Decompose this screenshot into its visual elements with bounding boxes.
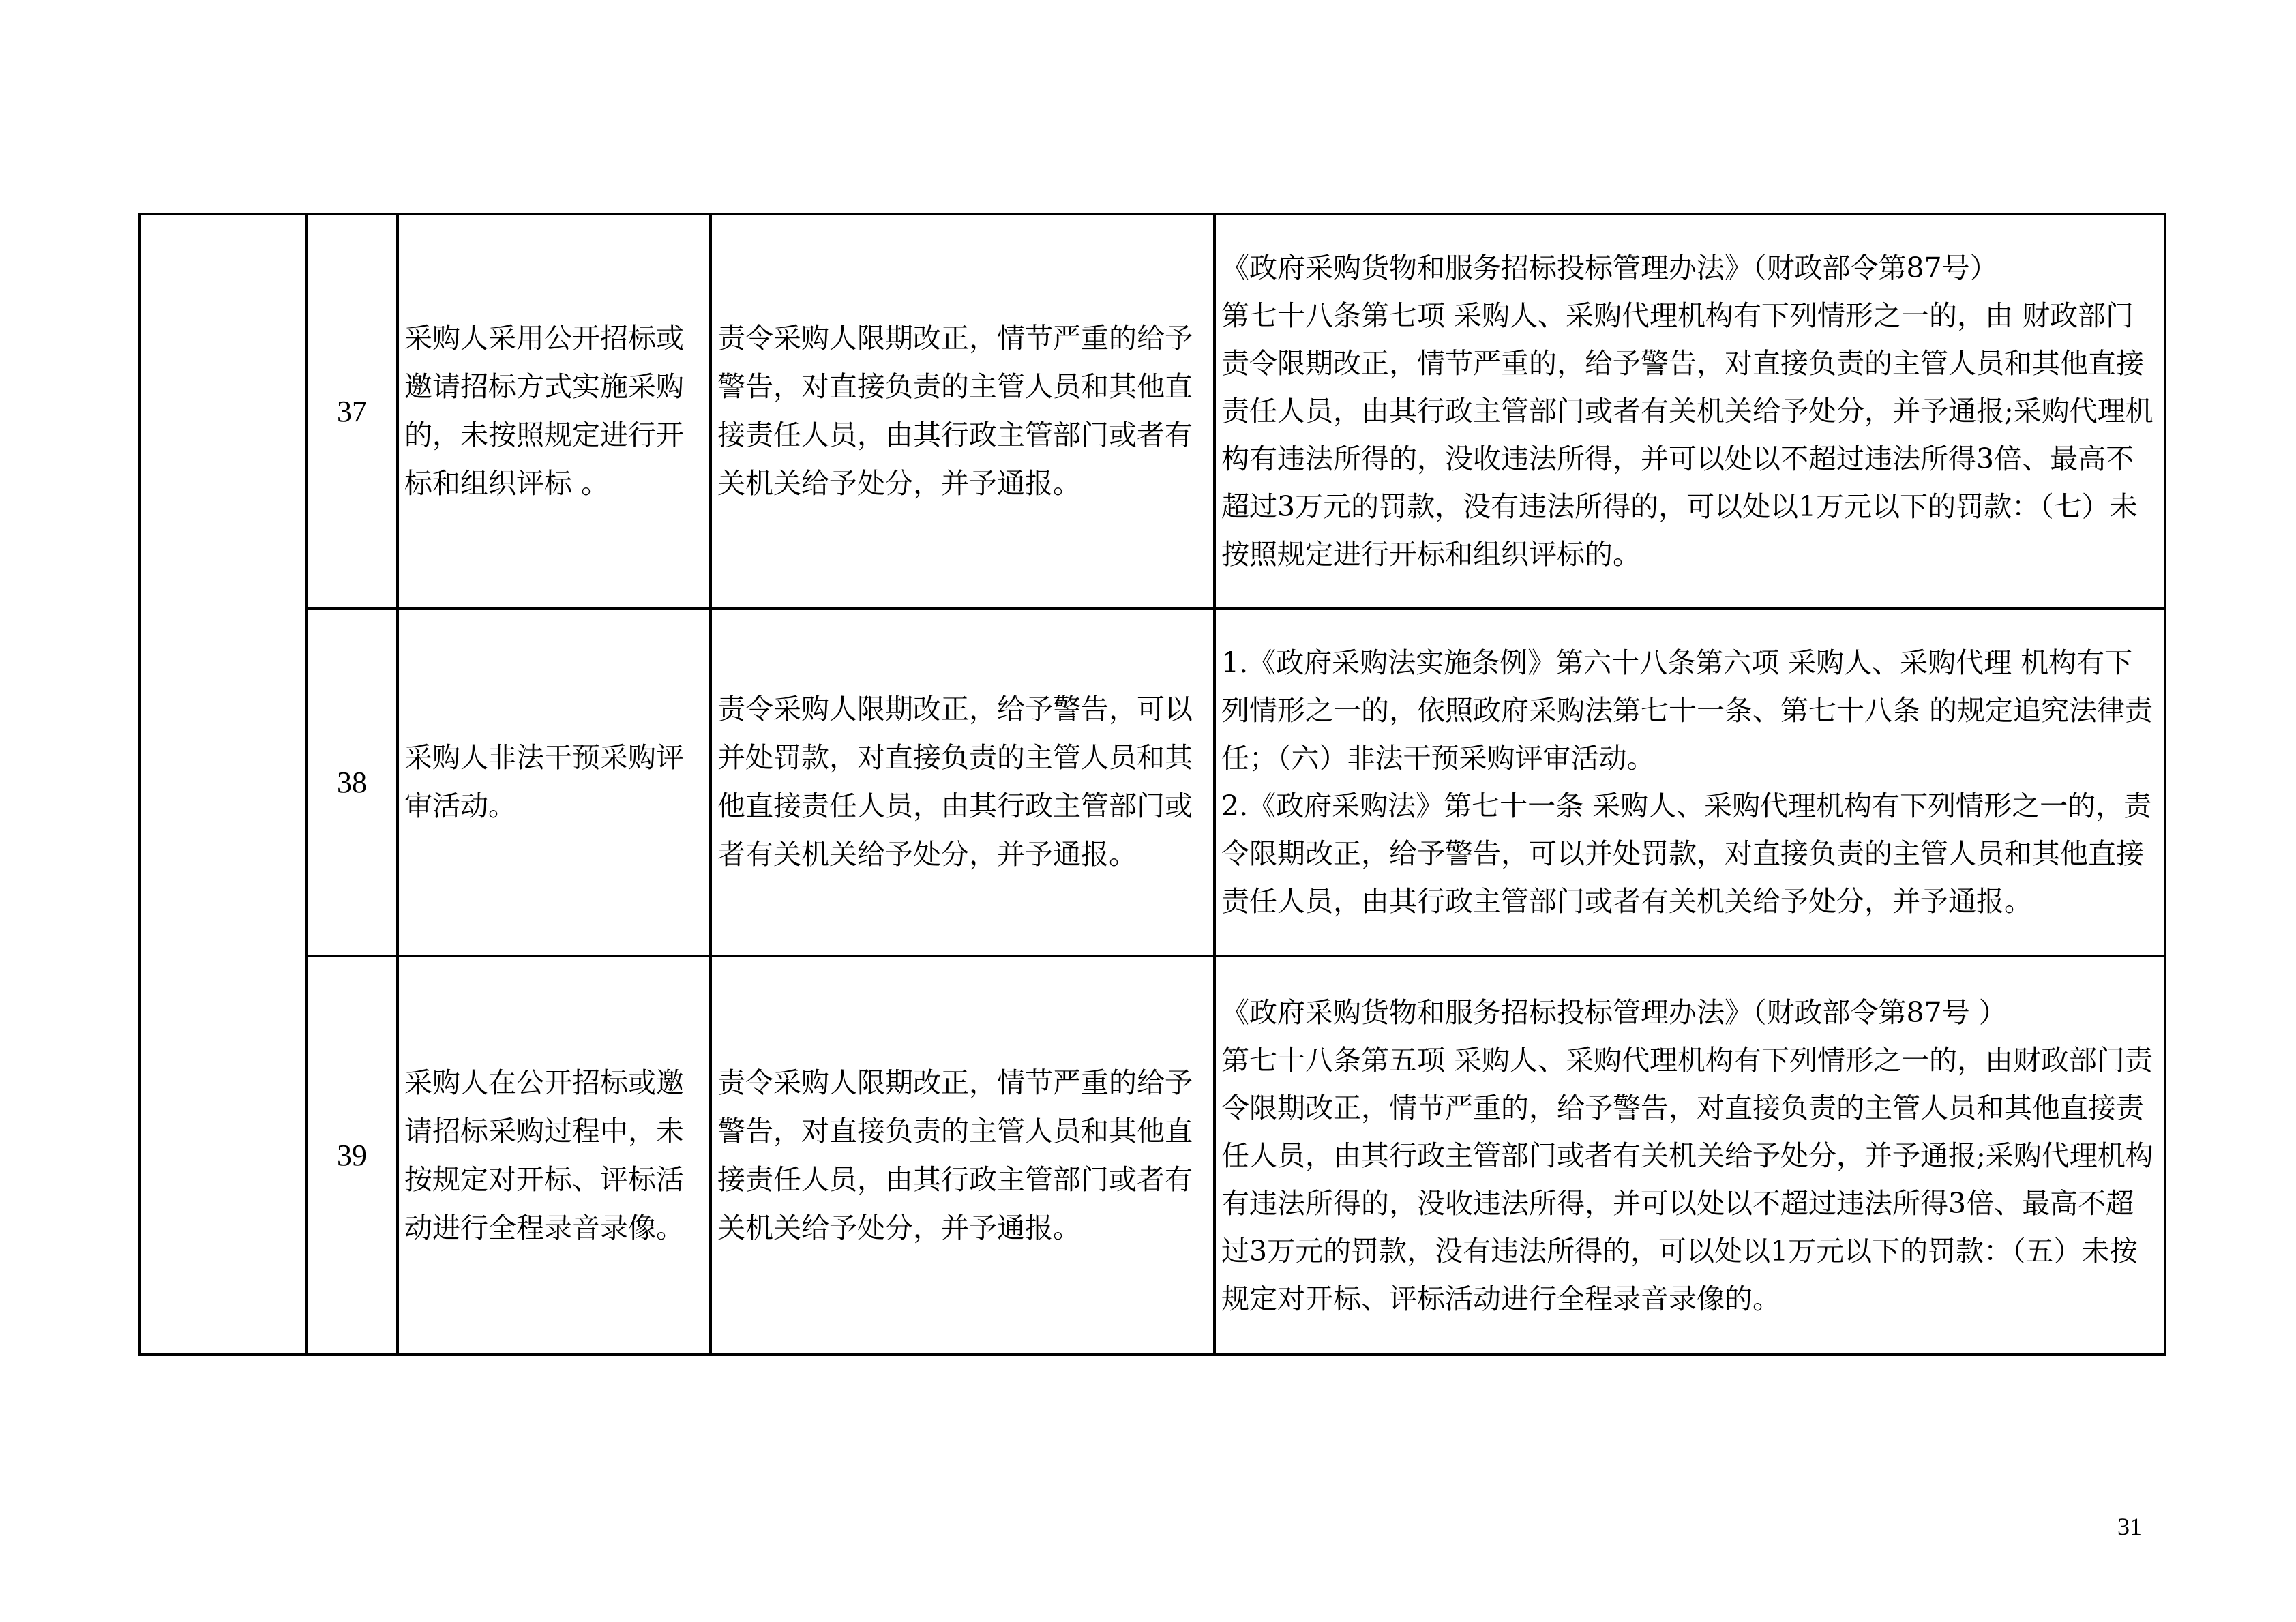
matter-text: 采购人在公开招标或邀请招标采购过程中，未按规定对开标、评标活动进行全程录音录像。 <box>404 1066 684 1244</box>
matter-cell <box>398 956 711 1355</box>
legal-basis-item-1: 1.《政府采购法实施条例》第六十八条第六项 采购人、采购代理 机构有下列情形之一的，依照政府采购法第七十一条、第七十八条 的规定追究法律责任；（六）非法干预采购评审活动。 <box>1221 646 2153 775</box>
penalty-cell <box>711 956 1214 1355</box>
legal-basis-cell <box>1214 608 2165 956</box>
page-number: 31 <box>2117 1513 2142 1540</box>
row-number: 38 <box>306 608 398 956</box>
matter-text: 采购人非法干预采购评审活动。 <box>404 741 684 822</box>
legal-basis-source: 《政府采购货物和服务招标投标管理办法》（财政部令第87号 ） <box>1221 995 2007 1029</box>
matter-cell <box>398 214 711 608</box>
matter-text: 采购人采用公开招标或邀请招标方式实施采购的，未按照规定进行开标和组织评标 。 <box>404 322 684 500</box>
penalty-text: 责令采购人限期改正，情节严重的给予警告，对直接负责的主管人员和其他直接责任人员，由其行政主管部门或者有关机关给予处分，并予通报。 <box>717 1066 1193 1244</box>
penalty-text: 责令采购人限期改正，给予警告，可以并处罚款，对直接负责的主管人员和其他直接责任人员，由其行政主管部门或者有关机关给予处分，并予通报。 <box>717 693 1193 871</box>
penalty-text: 责令采购人限期改正，情节严重的给予警告，对直接负责的主管人员和其他直接责任人员，由其行政主管部门或者有关机关给予处分，并予通报。 <box>717 322 1193 500</box>
legal-basis-cell <box>1214 956 2165 1355</box>
category-cell <box>140 214 306 1355</box>
row-number: 39 <box>306 956 398 1355</box>
legal-basis-clause: 第七十八条第五项 采购人、采购代理机构有下列情形之一的，由财政部门责令限期改正，情节严重的，给予警告，对直接负责的主管人员和其他直接责任人员，由其行政主管部门或者有关机关给予处分，并予通报;采购代理机构有违法所得的，没收违法所得，并可以处以不超过违法所得3倍、最高不超过3万元的罚款，没有违法所得的，可以处以1万元以下的罚款：（五）未按规定对开标、评标活动进行全程录音录像的。 <box>1221 1043 2153 1315</box>
table-row <box>140 956 2165 1355</box>
table-row <box>140 214 2165 608</box>
row-number: 37 <box>306 214 398 608</box>
legal-basis-source: 《政府采购货物和服务招标投标管理办法》（财政部令第87号） <box>1221 252 1998 284</box>
penalty-cell <box>711 214 1214 608</box>
penalty-cell <box>711 608 1214 956</box>
matter-cell <box>398 608 711 956</box>
legal-basis-cell <box>1214 214 2165 608</box>
legal-basis-clause: 第七十八条第七项 采购人、采购代理机构有下列情形之一的，由 财政部门责令限期改正，情节严重的，给予警告，对直接负责的主管人员和其他直接责任人员，由其行政主管部门或者有关机关给予处分，并予通报;采购代理机构有违法所得的，没收违法所得，并可以处以不超过违法所得3倍、最高不超过3万元的罚款，没有违法所得的，可以处以1万元以下的罚款：（七）未按照规定进行开标和组织评标的。 <box>1221 299 2153 571</box>
legal-basis-item-2: 2.《政府采购法》第七十一条 采购人、采购代理机构有下列情形之一的，责令限期改正，给予警告，可以并处罚款，对直接负责的主管人员和其他直接责任人员，由其行政主管部门或者有关机关给予处分，并予通报。 <box>1221 790 2152 918</box>
regulation-table <box>138 213 2166 1356</box>
table-row <box>140 608 2165 956</box>
